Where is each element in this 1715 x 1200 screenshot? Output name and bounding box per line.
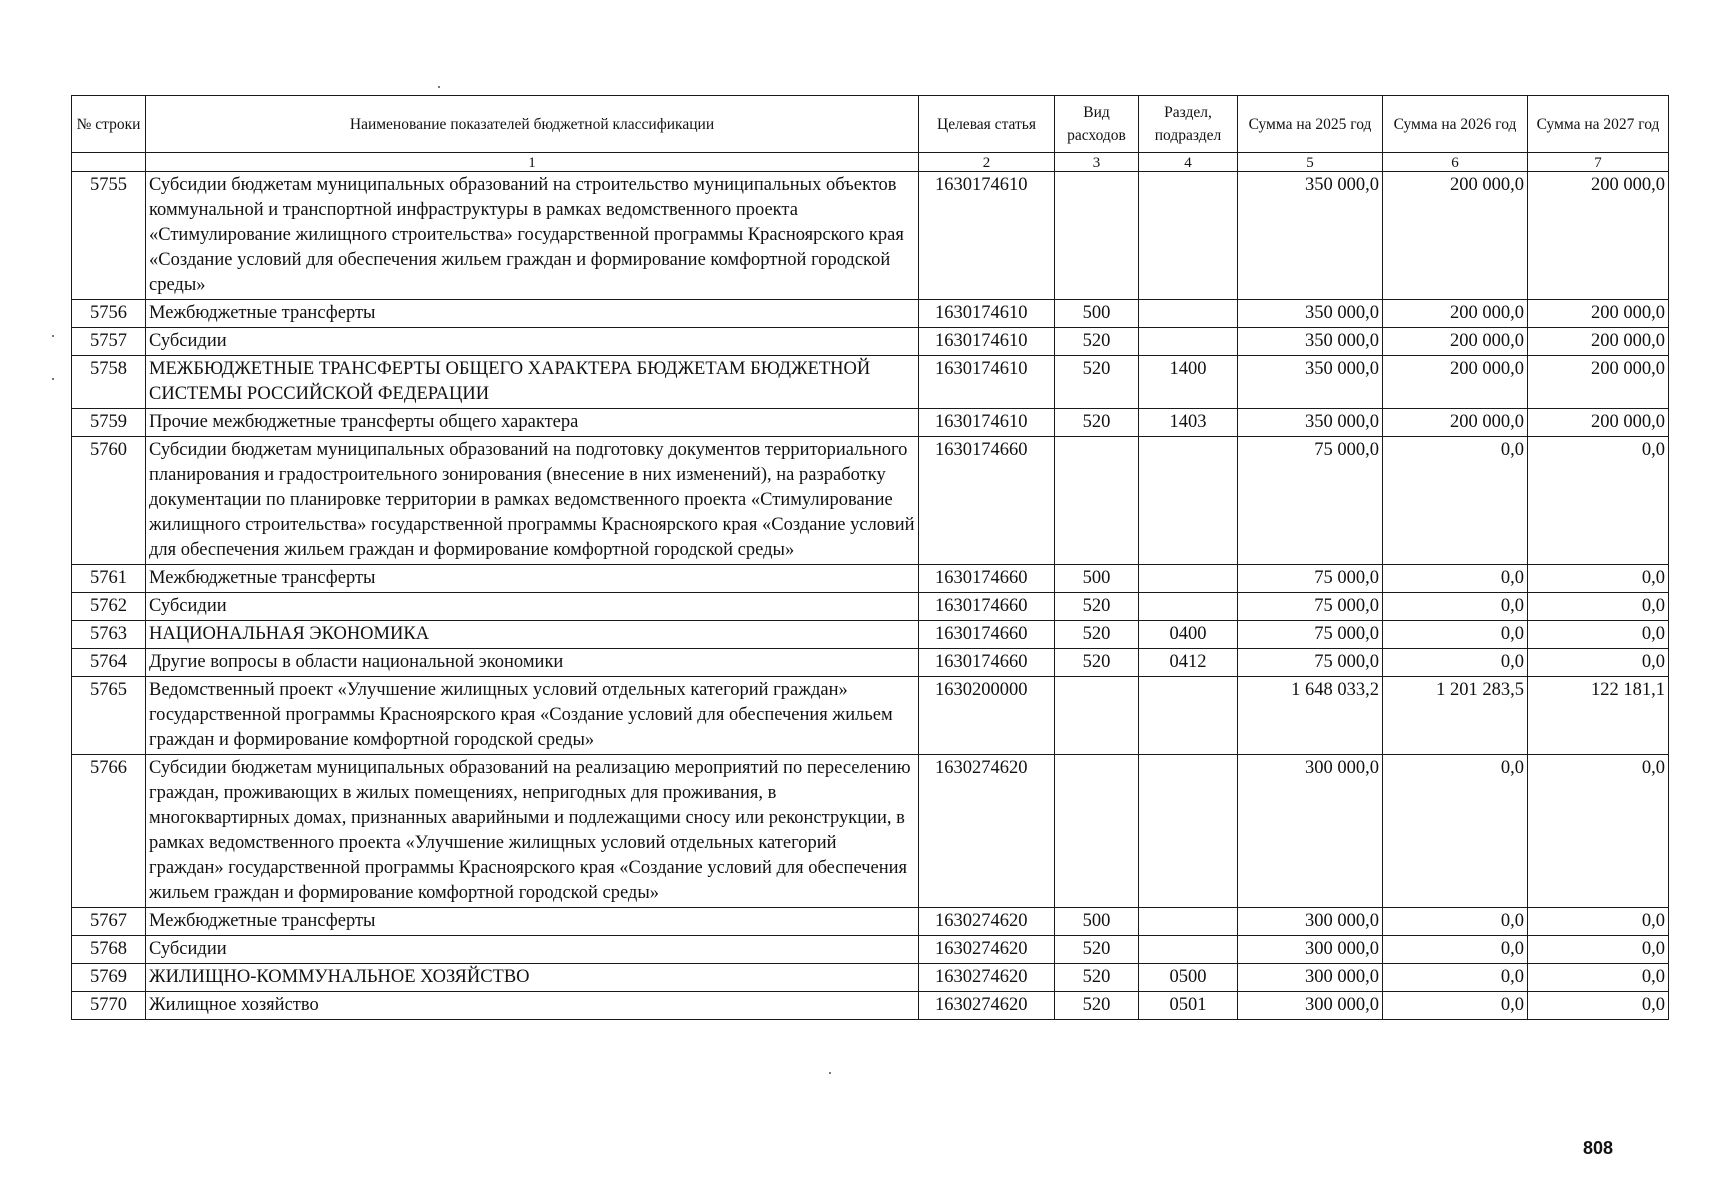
row-amount-2027: 0,0	[1528, 992, 1669, 1020]
header-section: Раздел, подраздел	[1139, 96, 1238, 153]
row-section: 0500	[1139, 964, 1238, 992]
row-target-article: 1630274620	[919, 936, 1055, 964]
row-target-article: 1630274620	[919, 992, 1055, 1020]
row-number: 5763	[72, 621, 146, 649]
row-amount-2026: 1 201 283,5	[1383, 677, 1528, 755]
row-name: Субсидии	[146, 593, 919, 621]
row-name: Субсидии	[146, 328, 919, 356]
row-section	[1139, 328, 1238, 356]
row-amount-2025: 300 000,0	[1238, 936, 1383, 964]
header-amount-2025: Сумма на 2025 год	[1238, 96, 1383, 153]
row-amount-2026: 0,0	[1383, 908, 1528, 936]
row-amount-2027: 122 181,1	[1528, 677, 1669, 755]
row-target-article: 1630274620	[919, 964, 1055, 992]
table-row	[72, 908, 1669, 936]
row-amount-2025: 350 000,0	[1238, 409, 1383, 437]
header-target-article: Целевая статья	[919, 96, 1055, 153]
row-expense-type	[1055, 677, 1139, 755]
header-name: Наименование показателей бюджетной классификации	[146, 96, 919, 153]
row-expense-type: 520	[1055, 621, 1139, 649]
table-row	[72, 593, 1669, 621]
page-number: 808	[1583, 1138, 1614, 1158]
row-number: 5764	[72, 649, 146, 677]
row-amount-2025: 300 000,0	[1238, 992, 1383, 1020]
table-row	[72, 565, 1669, 593]
scan-speck	[52, 335, 54, 337]
row-number: 5768	[72, 936, 146, 964]
scan-speck	[438, 86, 440, 88]
row-name: Межбюджетные трансферты	[146, 908, 919, 936]
row-name: Ведомственный проект «Улучшение жилищных условий отдельных категорий граждан» государственной программы Красноярского края «Создание условий для обеспечения жильем граждан и формирование комфортной городской среды»	[146, 677, 919, 755]
row-amount-2025: 75 000,0	[1238, 621, 1383, 649]
table-row	[72, 755, 1669, 908]
row-amount-2027: 0,0	[1528, 565, 1669, 593]
row-section: 0400	[1139, 621, 1238, 649]
row-expense-type: 520	[1055, 356, 1139, 409]
row-target-article: 1630174610	[919, 300, 1055, 328]
row-amount-2027: 200 000,0	[1528, 300, 1669, 328]
row-expense-type: 520	[1055, 936, 1139, 964]
table-row	[72, 172, 1669, 300]
row-amount-2026: 0,0	[1383, 755, 1528, 908]
row-target-article: 1630174610	[919, 409, 1055, 437]
row-number: 5761	[72, 565, 146, 593]
row-amount-2027: 200 000,0	[1528, 356, 1669, 409]
row-amount-2026: 0,0	[1383, 964, 1528, 992]
row-number: 5756	[72, 300, 146, 328]
row-number: 5767	[72, 908, 146, 936]
row-target-article: 1630174610	[919, 356, 1055, 409]
row-name: Субсидии бюджетам муниципальных образований на строительство муниципальных объектов коммунальной и транспортной инфраструктуры в рамках ведомственного проекта «Стимулирование жилищного строительства» государственной программы Красноярского края «Создание условий для обеспечения жильем граждан и формирование комфортной городской среды»	[146, 172, 919, 300]
row-amount-2026: 0,0	[1383, 565, 1528, 593]
row-expense-type: 520	[1055, 593, 1139, 621]
row-section	[1139, 677, 1238, 755]
row-amount-2026: 0,0	[1383, 992, 1528, 1020]
row-target-article: 1630274620	[919, 755, 1055, 908]
row-amount-2026: 200 000,0	[1383, 356, 1528, 409]
table-row	[72, 328, 1669, 356]
row-name: НАЦИОНАЛЬНАЯ ЭКОНОМИКА	[146, 621, 919, 649]
row-expense-type: 520	[1055, 409, 1139, 437]
row-number: 5759	[72, 409, 146, 437]
row-amount-2025: 75 000,0	[1238, 437, 1383, 565]
row-expense-type: 500	[1055, 565, 1139, 593]
row-name: Субсидии	[146, 936, 919, 964]
row-amount-2027: 0,0	[1528, 621, 1669, 649]
column-number: 4	[1139, 153, 1238, 172]
row-amount-2027: 0,0	[1528, 908, 1669, 936]
column-number: 6	[1383, 153, 1528, 172]
row-section	[1139, 908, 1238, 936]
row-amount-2025: 350 000,0	[1238, 300, 1383, 328]
row-expense-type	[1055, 755, 1139, 908]
row-expense-type: 500	[1055, 300, 1139, 328]
row-target-article: 1630174610	[919, 328, 1055, 356]
row-expense-type: 520	[1055, 992, 1139, 1020]
row-expense-type: 520	[1055, 964, 1139, 992]
row-amount-2026: 200 000,0	[1383, 409, 1528, 437]
row-name: Субсидии бюджетам муниципальных образований на подготовку документов территориального планирования и градостроительного зонирования (внесение в них изменений), на разработку документации по планировке территории в рамках ведомственного проекта «Стимулирование жилищного строительства» государственной программы Красноярского края «Создание условий для обеспечения жильем граждан и формирование комфортной городской среды»	[146, 437, 919, 565]
row-section	[1139, 437, 1238, 565]
row-amount-2025: 350 000,0	[1238, 328, 1383, 356]
table-row	[72, 356, 1669, 409]
header-expense-type: Вид расходов	[1055, 96, 1139, 153]
row-name: Субсидии бюджетам муниципальных образований на реализацию мероприятий по переселению граждан, проживающих в жилых помещениях, непригодных для проживания, в многоквартирных домах, признанных аварийными и подлежащими сносу или реконструкции, в рамках ведомственного проекта «Улучшение жилищных условий отдельных категорий граждан» государственной программы Красноярского края «Создание условий для обеспечения жильем граждан и формирование комфортной городской среды»	[146, 755, 919, 908]
table-row	[72, 437, 1669, 565]
row-target-article: 1630174660	[919, 649, 1055, 677]
row-amount-2026: 0,0	[1383, 649, 1528, 677]
table-row	[72, 936, 1669, 964]
row-expense-type: 520	[1055, 328, 1139, 356]
scan-speck	[829, 1072, 831, 1074]
row-amount-2025: 75 000,0	[1238, 649, 1383, 677]
row-amount-2025: 300 000,0	[1238, 964, 1383, 992]
header-amount-2027: Сумма на 2027 год	[1528, 96, 1669, 153]
scan-speck	[52, 378, 54, 380]
row-amount-2025: 300 000,0	[1238, 908, 1383, 936]
row-target-article: 1630174610	[919, 172, 1055, 300]
row-amount-2027: 0,0	[1528, 936, 1669, 964]
row-target-article: 1630174660	[919, 565, 1055, 593]
row-number: 5765	[72, 677, 146, 755]
row-section	[1139, 936, 1238, 964]
table-row	[72, 992, 1669, 1020]
table-row	[72, 649, 1669, 677]
row-amount-2025: 75 000,0	[1238, 593, 1383, 621]
row-number: 5770	[72, 992, 146, 1020]
row-amount-2025: 300 000,0	[1238, 755, 1383, 908]
row-name: МЕЖБЮДЖЕТНЫЕ ТРАНСФЕРТЫ ОБЩЕГО ХАРАКТЕРА БЮДЖЕТАМ БЮДЖЕТНОЙ СИСТЕМЫ РОССИЙСКОЙ ФЕДЕРАЦИИ	[146, 356, 919, 409]
column-number: 5	[1238, 153, 1383, 172]
header-row-number: № строки	[72, 96, 146, 153]
row-section	[1139, 172, 1238, 300]
row-name: Другие вопросы в области национальной экономики	[146, 649, 919, 677]
row-amount-2026: 0,0	[1383, 621, 1528, 649]
column-number: 7	[1528, 153, 1669, 172]
row-amount-2026: 0,0	[1383, 437, 1528, 565]
table-row	[72, 677, 1669, 755]
budget-table	[71, 95, 1669, 1020]
row-section: 0501	[1139, 992, 1238, 1020]
row-target-article: 1630174660	[919, 593, 1055, 621]
row-amount-2027: 0,0	[1528, 649, 1669, 677]
row-target-article: 1630174660	[919, 437, 1055, 565]
row-section	[1139, 300, 1238, 328]
row-name: Прочие межбюджетные трансферты общего характера	[146, 409, 919, 437]
row-name: Межбюджетные трансферты	[146, 565, 919, 593]
row-number: 5755	[72, 172, 146, 300]
row-amount-2026: 0,0	[1383, 593, 1528, 621]
row-target-article: 1630174660	[919, 621, 1055, 649]
row-number: 5769	[72, 964, 146, 992]
row-number: 5758	[72, 356, 146, 409]
row-amount-2027: 0,0	[1528, 437, 1669, 565]
table-row	[72, 621, 1669, 649]
column-number: 1	[146, 153, 919, 172]
table-body	[72, 172, 1669, 1020]
row-section	[1139, 593, 1238, 621]
row-expense-type: 500	[1055, 908, 1139, 936]
row-amount-2025: 350 000,0	[1238, 356, 1383, 409]
row-amount-2027: 200 000,0	[1528, 328, 1669, 356]
row-expense-type: 520	[1055, 649, 1139, 677]
row-amount-2025: 350 000,0	[1238, 172, 1383, 300]
row-amount-2027: 200 000,0	[1528, 409, 1669, 437]
row-target-article: 1630200000	[919, 677, 1055, 755]
header-amount-2026: Сумма на 2026 год	[1383, 96, 1528, 153]
row-name: Межбюджетные трансферты	[146, 300, 919, 328]
row-amount-2027: 200 000,0	[1528, 172, 1669, 300]
row-section	[1139, 565, 1238, 593]
row-target-article: 1630274620	[919, 908, 1055, 936]
row-number: 5762	[72, 593, 146, 621]
row-section: 1403	[1139, 409, 1238, 437]
row-amount-2027: 0,0	[1528, 964, 1669, 992]
table-row	[72, 300, 1669, 328]
row-amount-2026: 200 000,0	[1383, 300, 1528, 328]
row-amount-2027: 0,0	[1528, 593, 1669, 621]
table-row	[72, 964, 1669, 992]
column-number: 3	[1055, 153, 1139, 172]
row-section: 0412	[1139, 649, 1238, 677]
row-number: 5760	[72, 437, 146, 565]
row-number: 5757	[72, 328, 146, 356]
row-amount-2025: 75 000,0	[1238, 565, 1383, 593]
row-amount-2027: 0,0	[1528, 755, 1669, 908]
row-amount-2026: 0,0	[1383, 936, 1528, 964]
row-number: 5766	[72, 755, 146, 908]
row-expense-type	[1055, 437, 1139, 565]
table-header	[72, 96, 1669, 172]
row-name: Жилищное хозяйство	[146, 992, 919, 1020]
column-number	[72, 153, 146, 172]
column-number: 2	[919, 153, 1055, 172]
row-amount-2026: 200 000,0	[1383, 172, 1528, 300]
row-name: ЖИЛИЩНО-КОММУНАЛЬНОЕ ХОЗЯЙСТВО	[146, 964, 919, 992]
row-expense-type	[1055, 172, 1139, 300]
row-amount-2026: 200 000,0	[1383, 328, 1528, 356]
row-section	[1139, 755, 1238, 908]
row-amount-2025: 1 648 033,2	[1238, 677, 1383, 755]
row-section: 1400	[1139, 356, 1238, 409]
table-row	[72, 409, 1669, 437]
